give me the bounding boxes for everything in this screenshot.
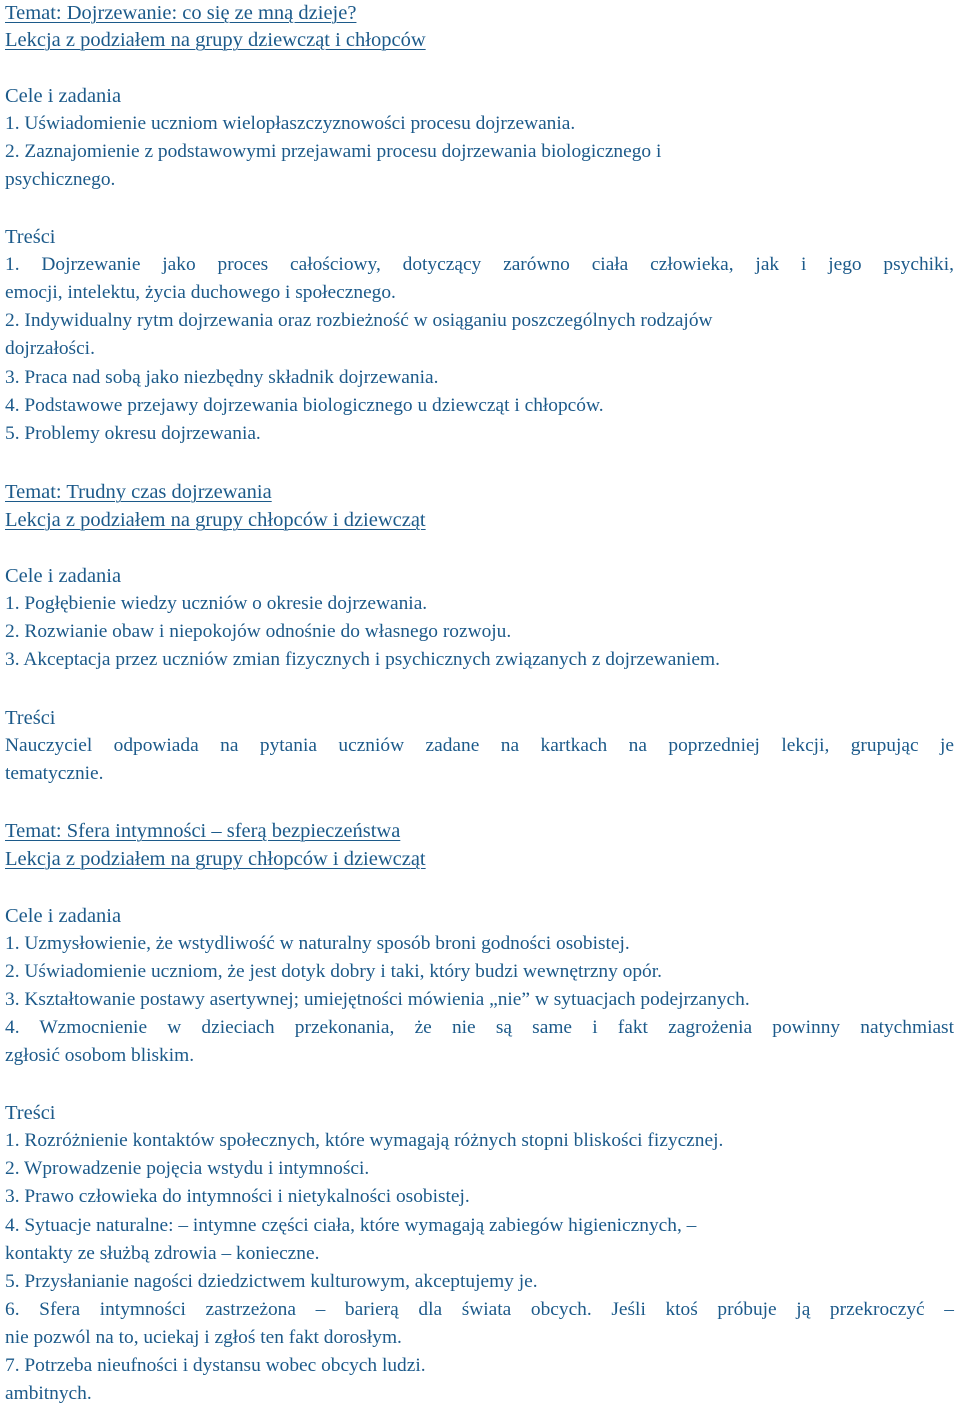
lesson-title: Lekcja z podziałem na grupy dziewcząt i chłopców bbox=[5, 29, 426, 51]
content-item: dojrzałości. bbox=[5, 338, 95, 359]
content-item: tematycznie. bbox=[5, 763, 104, 784]
content-item: Nauczyciel odpowiada na pytania uczniów zadane na kartkach na poprzedniej lekcji, grupując je bbox=[5, 735, 954, 756]
content-item: 5. Problemy okresu dojrzewania. bbox=[5, 423, 261, 444]
content-item: 2. Wprowadzenie pojęcia wstydu i intymności. bbox=[5, 1158, 370, 1179]
content-heading: Treści bbox=[5, 226, 56, 248]
lesson-title: Lekcja z podziałem na grupy chłopców i dziewcząt bbox=[5, 848, 426, 870]
topic-title: Temat: Trudny czas dojrzewania bbox=[5, 481, 272, 503]
content-item: 4. Sytuacje naturalne: – intymne części ciała, które wymagają zabiegów higienicznych, – bbox=[5, 1215, 697, 1236]
goals-heading: Cele i zadania bbox=[5, 905, 122, 927]
content-item: 3. Prawo człowieka do intymności i nietykalności osobistej. bbox=[5, 1186, 470, 1207]
topic-title: Temat: Dojrzewanie: co się ze mną dzieje? bbox=[5, 2, 357, 24]
content-item: 5. Przysłanianie nagości dziedzictwem kulturowym, akceptujemy je. bbox=[5, 1271, 538, 1292]
lesson-title: Lekcja z podziałem na grupy chłopców i dziewcząt bbox=[5, 509, 426, 531]
content-item: 2. Indywidualny rytm dojrzewania oraz rozbieżność w osiąganiu poszczególnych rodzajów bbox=[5, 310, 713, 331]
content-item: emocji, intelektu, życia duchowego i społecznego. bbox=[5, 282, 396, 303]
goal-item: 1. Uzmysłowienie, że wstydliwość w naturalny sposób broni godności osobistej. bbox=[5, 933, 630, 954]
goal-item: 4. Wzmocnienie w dzieciach przekonania, że nie są same i fakt zagrożenia powinny natychmiast bbox=[5, 1017, 954, 1038]
goal-item: 2. Rozwianie obaw i niepokojów odnośnie do własnego rozwoju. bbox=[5, 621, 512, 642]
goal-item: 1. Pogłębienie wiedzy uczniów o okresie dojrzewania. bbox=[5, 593, 428, 614]
goal-item: zgłosić osobom bliskim. bbox=[5, 1045, 195, 1066]
goal-item: 3. Kształtowanie postawy asertywnej; umiejętności mówienia „nie” w sytuacjach podejrzanych. bbox=[5, 989, 750, 1010]
content-item: 1. Dojrzewanie jako proces całościowy, dotyczący zarówno ciała człowieka, jak i jego psychiki, bbox=[5, 254, 954, 275]
content-item: 6. Sfera intymności zastrzeżona – barierą dla świata obcych. Jeśli ktoś próbuje ją przekroczyć – bbox=[5, 1299, 954, 1320]
content-heading: Treści bbox=[5, 707, 56, 729]
content-item: 3. Praca nad sobą jako niezbędny składnik dojrzewania. bbox=[5, 367, 439, 388]
content-item: 1. Rozróżnienie kontaktów społecznych, które wymagają różnych stopni bliskości fizycznej. bbox=[5, 1130, 724, 1151]
goals-heading: Cele i zadania bbox=[5, 85, 122, 107]
goal-item: 3. Akceptacja przez uczniów zmian fizycznych i psychicznych związanych z dojrzewaniem. bbox=[5, 649, 720, 670]
goal-item: psychicznego. bbox=[5, 169, 116, 190]
content-item: 7. Potrzeba nieufności i dystansu wobec obcych ludzi. bbox=[5, 1355, 426, 1376]
content-item: ambitnych. bbox=[5, 1383, 92, 1404]
goals-heading: Cele i zadania bbox=[5, 565, 122, 587]
goal-item: 2. Zaznajomienie z podstawowymi przejawami procesu dojrzewania biologicznego i bbox=[5, 141, 662, 162]
goal-item: 2. Uświadomienie uczniom, że jest dotyk dobry i taki, który budzi wewnętrzny opór. bbox=[5, 961, 662, 982]
goal-item: 1. Uświadomienie uczniom wielopłaszczyznowości procesu dojrzewania. bbox=[5, 113, 576, 134]
content-heading: Treści bbox=[5, 1102, 56, 1124]
content-item: nie pozwól na to, uciekaj i zgłoś ten fakt dorosłym. bbox=[5, 1327, 402, 1348]
content-item: 4. Podstawowe przejawy dojrzewania biologicznego u dziewcząt i chłopców. bbox=[5, 395, 604, 416]
topic-title: Temat: Sfera intymności – sferą bezpieczeństwa bbox=[5, 820, 401, 842]
content-item: kontakty ze służbą zdrowia – konieczne. bbox=[5, 1243, 320, 1264]
